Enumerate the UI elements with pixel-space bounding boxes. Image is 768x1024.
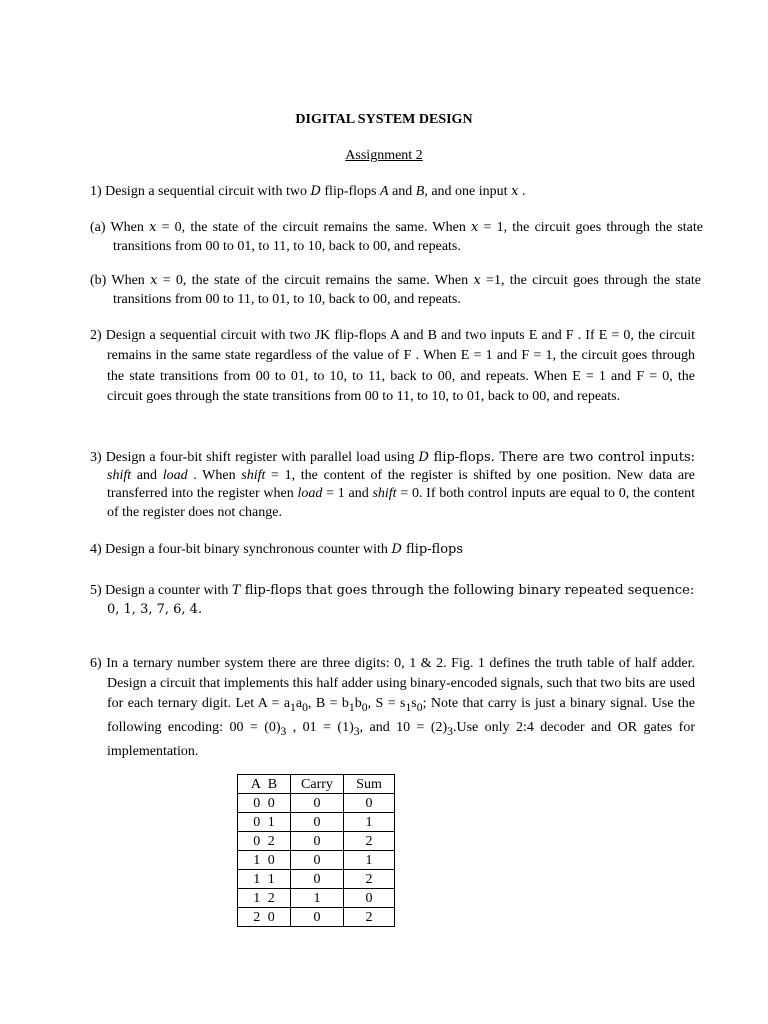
assignment-subtitle: Assignment 2 xyxy=(345,148,423,163)
header-ab: A B xyxy=(238,775,291,794)
header-sum: Sum xyxy=(344,775,395,794)
table-row: 0 0 0 0 xyxy=(238,794,395,813)
question-1b: (b) When x = 0, the state of the circuit remains the same. When x =1, the circuit goes through the state transitions from 00 to 11, to 01, to 10, back to 00, and repeats. xyxy=(90,273,702,307)
question-4: 4) Design a four-bit binary synchronous counter with D flip-flops xyxy=(90,542,464,557)
table-row: 0 1 0 1 xyxy=(238,813,395,832)
question-5: 5) Design a counter with T flip-flops that goes through the following binary repeated sequence: 0, 1, 3, 7, 6, 4. xyxy=(90,583,695,617)
header-carry: Carry xyxy=(291,775,344,794)
half-adder-truth-table xyxy=(237,774,395,927)
table-header-row xyxy=(238,775,395,794)
table-row: 1 1 0 2 xyxy=(238,870,395,889)
question-3: 3) Design a four-bit shift register with parallel load using D flip-flops. There are two control inputs: shift and load . When shift = 1, the content of the register is shifted by one position. New data are transferred into the register when load = 1 and shift = 0. If both control inputs are equal to 0, the content of the register does not change. xyxy=(90,450,696,520)
table-row: 0 2 0 2 xyxy=(238,832,395,851)
question-1a: (a) When x = 0, the state of the circuit remains the same. When x = 1, the circuit goes through the state transitions from 00 to 01, to 11, to 10, back to 00, and repeats. xyxy=(90,220,703,254)
question-2: 2) Design a sequential circuit with two JK flip-flops A and B and two inputs E and F . If E = 0, the circuit remains in the same state regardless of the value of F . When E = 1 and F = 1, the circuit goes through the state transitions from 00 to 01, to 10, to 11, back to 00, and repeats. When E = 1 and F = 0, the circuit goes through the state transitions from 00 to 11, to 10, to 01, back to 00, and repeats. xyxy=(90,328,695,405)
table-row: 2 0 0 2 xyxy=(238,908,395,927)
document-title: DIGITAL SYSTEM DESIGN xyxy=(295,112,473,127)
table-row: 1 0 0 1 xyxy=(238,851,395,870)
question-6: 6) In a ternary number system there are three digits: 0, 1 & 2. Fig. 1 defines the truth table of half adder. Design a circuit that implements this half adder using binary-encoded signals, such that two bits are used for each ternary digit. Let $A = a_1a_0$, $B = b_1b_0$, $S = s_1s_0$; Note that carry is just a binary signal. Use the following encoding: $00 = (0)_3$ , $01 = (1)_3$, and $10 = (2)_3.Use$ only 2:4 decoder and OR gates for implementation. xyxy=(90,656,695,760)
table-row: 1 2 1 0 xyxy=(238,889,395,908)
question-1: 1) Design a sequential circuit with two D flip-flops A and B, and one input x . xyxy=(90,184,526,199)
